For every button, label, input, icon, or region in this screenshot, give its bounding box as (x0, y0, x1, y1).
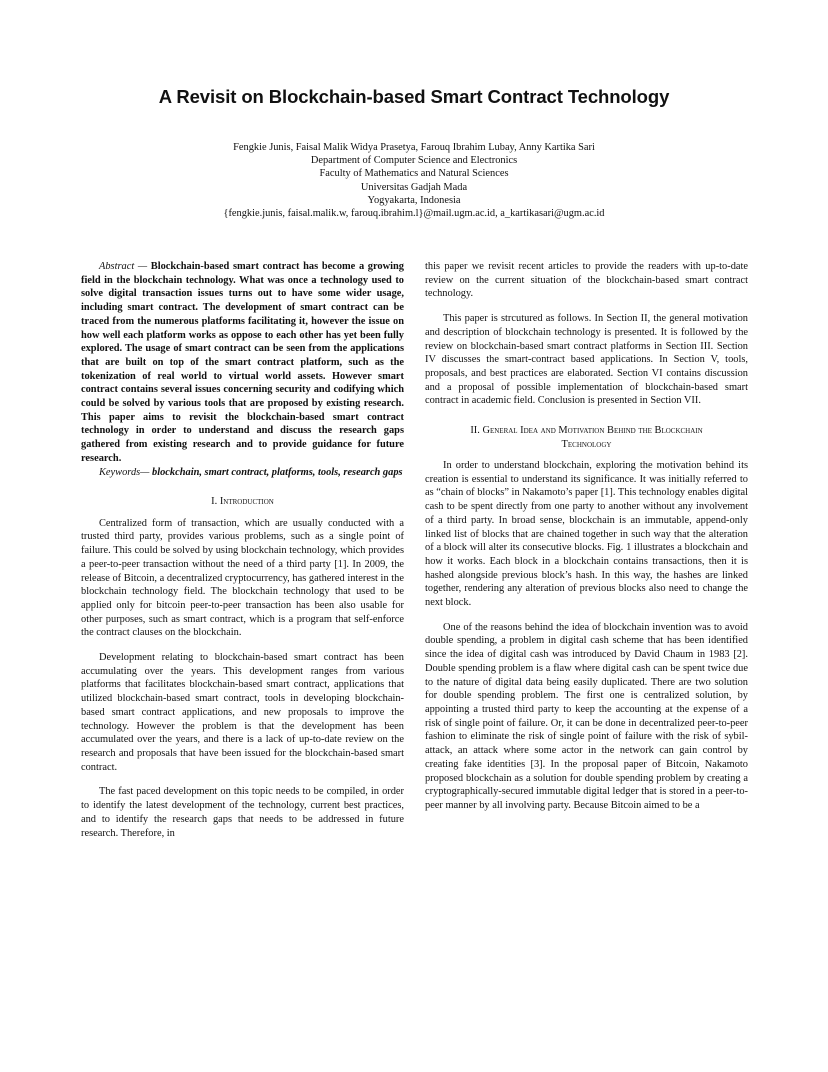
right-column (425, 260, 748, 813)
paragraph: In order to understand blockchain, exploring the motivation behind its creation is essential to understand its significance. It was initially referred to as “chain of blocks” in Nakamoto’s paper [1]. This technology enables digital cash to be spent directly from one party to another without any involvement of a third party. In broad sense, blockchain is an immutable, append-only linked list of blocks that are chained together in such way that the alteration of a block will alter its consecutive blocks. Fig. 1 illustrates a blockchain and how it works. Each block in a blockchain contains transactions, then it is hashed alongside previous block’s hash. In this way, the hashes are linked together, rendering any alteration of previous blocks also need to change the next block. (425, 460, 748, 609)
paragraph: One of the reasons behind the idea of blockchain invention was to avoid double spending, a problem in digital cash scheme that has been identified since the idea of digital cash was introduced by David Chaum in 1983 [2]. Double spending problem is a flaw where digital cash can be spent twice due to the nature of digital data being easily duplicated. There are two solution for double spending problem. The first one is centralized solution, by appointing a trusted third party to keep the accounting at the expense of a risk of single point of failure. Or, it can be done in decentralized peer-to-peer fashion to eliminate the risk of single point of failure with the risk of sybil-attack, an attack where some actor in the network can gain control by creating fake identities [3]. In the proposal paper of Bitcoin, Nakamoto proposed blockchain as a solution for double spending problem by creating a cryptographically-secured immutable digital ledger that is stored in a peer-to-peer manner by all involving party. Because Bitcoin aimed to be a (425, 621, 748, 811)
affiliation-university: Universitas Gadjah Mada (360, 181, 468, 193)
author-emails: {fengkie.junis, faisal.malik.w, farouq.ibrahim.l}@mail.ugm.ac.id, a_kartikasari@ugm.ac.id (223, 208, 605, 220)
paper-title: A Revisit on Blockchain-based Smart Contract Technology (158, 86, 670, 107)
affiliation-faculty: Faculty of Mathematics and Natural Sciences (319, 168, 509, 180)
section-title: Introduction (219, 496, 274, 508)
paragraph: The fast paced development on this topic needs to be compiled, in order to identify the latest development of the technology, current best practices, and to identify the research gaps that needs to be addressed in future research. Therefore, in (81, 786, 404, 839)
section-title-line1: General Idea and Motivation Behind the Blockchain (482, 425, 703, 437)
affiliation-location: Yogyakarta, Indonesia (367, 194, 461, 206)
affiliation-department: Department of Computer Science and Electronics (310, 155, 518, 167)
abstract-label: Abstract — (99, 261, 148, 272)
section-heading-general-idea (425, 424, 748, 451)
abstract-text: Blockchain-based smart contract has become a growing field in the blockchain technology. What was once a technology used to solve digital transaction issues turns out to have some wider usage, including smart contract. The development of smart contract can be traced from the numerous platforms facilitating it, however the issue on how well each platform works as oppose to each other has yet been fully explored. The usage of smart contract can be seen from the applications that are built on top of the smart contract platform, such as the tokenization of real world to virtual world assets. However smart contract contains several issues concerning security and codifying which could be solved by various tools that are proposed by existing research. This paper aims to revisit the blockchain-based smart contract technology in order to understand and discuss the research gaps gathered from existing research and to provide guidance for future research. (81, 261, 404, 464)
paragraph: Centralized form of transaction, which are usually conducted with a trusted third party, provides various problems, such as a single point of failure. This could be solved by using blockchain technology, which provides a peer-to-peer transaction without the need of a third party [1]. In 2009, the release of Bitcoin, a decentralized cryptocurrency, has gathered interest in the blockchain technology field. The blockchain technology that used to be applied only for bitcoin peer-to-peer transaction has been also usable for other purposes, such as smart contract, which is a program that self-enforce the contract clauses on the blockchain. (81, 517, 404, 639)
keywords-text: blockchain, smart contract, platforms, tools, research gaps (149, 466, 403, 478)
author-names: Fengkie Junis, Faisal Malik Widya Prasetya, Farouq Ibrahim Lubay, Anny Kartika Sari (233, 142, 595, 153)
section-title-line2: Technology (561, 438, 612, 450)
paragraph: This paper is strcutured as follows. In Section II, the general motivation and description of blockchain technology is presented. It is followed by the review on blockchain-based smart contract platforms in Section III. Section IV discusses the smart-contract based applications. In Section V, tools, proposals, and best practices are elaborated. Section VI contains discussion and a proposal of possible implementation of blockchain-based smart contract in academic field. Conclusion is presented in Section VII. (425, 313, 748, 407)
keywords-label: Keywords— (99, 466, 150, 478)
paragraph: Development relating to blockchain-based smart contract has been accumulating over the years. This development ranges from various platforms that facilitates blockchain-based smart contract, applications that utilized blockchain-based smart contract, tools in developing blockchain-based smart contract applications, and new proposals to improve the technology. However the problem is that the development has been accumulated over the years, and there is a lack of up-to-date review on the research and proposals that have been issued for the blockchain-based smart contract. (81, 652, 404, 773)
left-column (81, 260, 404, 840)
section-heading-introduction (81, 495, 404, 509)
keywords (81, 466, 404, 480)
author-block (0, 141, 828, 220)
paragraph-continuation: this paper we revisit recent articles to provide the readers with up-to-date review on the current situation of the blockchain-based smart contract technology. (425, 261, 748, 300)
section-number: II. (470, 425, 480, 437)
section-number: I. (211, 496, 218, 508)
abstract (81, 260, 404, 466)
